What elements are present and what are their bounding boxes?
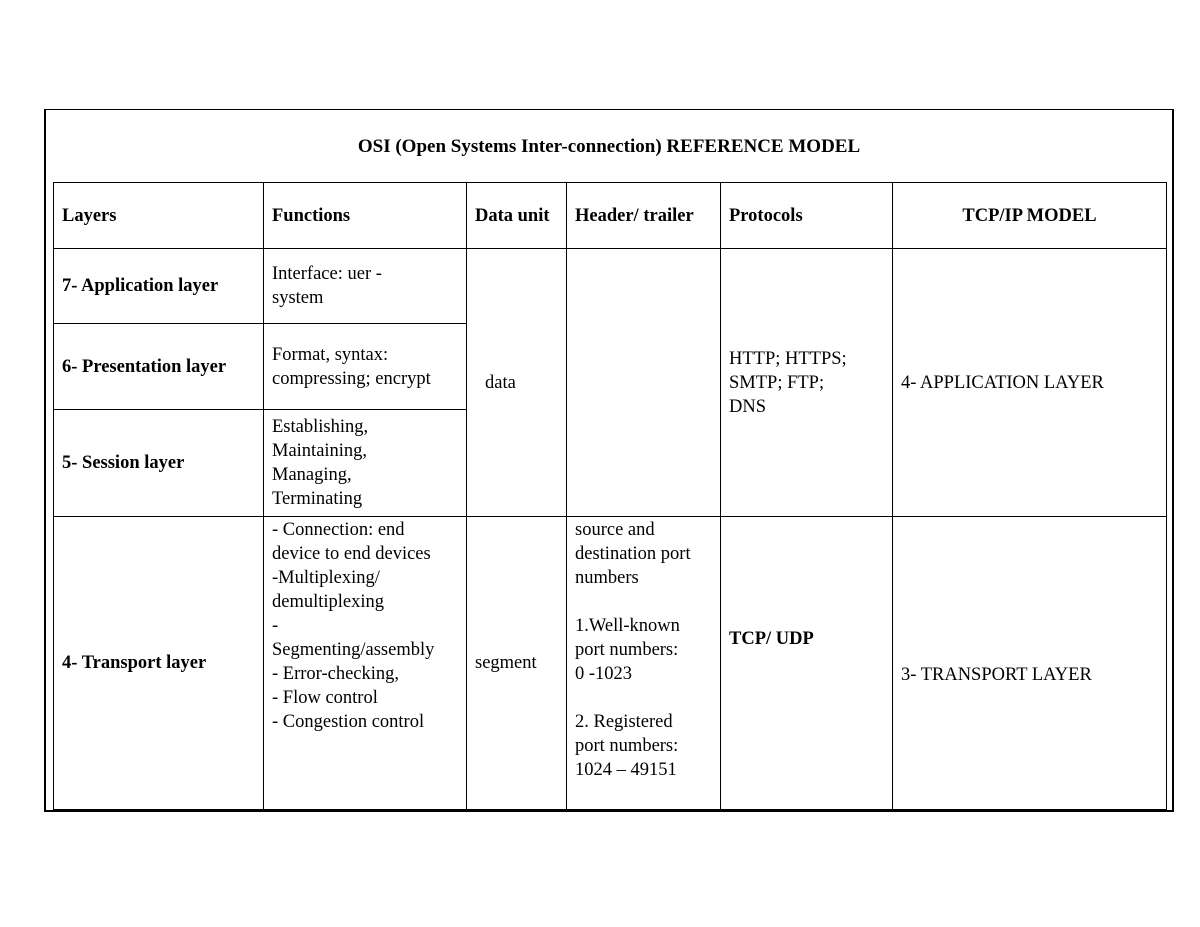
protocols-transport-text: TCP/ UDP (729, 629, 814, 649)
table-header-row (54, 183, 1167, 249)
layer-name-application: 7- Application layer (54, 249, 264, 324)
tcpip-transport-layer-text: 3- TRANSPORT LAYER (901, 665, 1092, 685)
layer-name-presentation: 6- Presentation layer (54, 324, 264, 410)
functions-session: Establishing, Maintaining, Managing, Terminating (264, 410, 467, 517)
table-row (54, 249, 1167, 324)
tcpip-transport-layer (893, 517, 1167, 810)
osi-document-frame (44, 109, 1174, 812)
header-layers: Layers (54, 183, 264, 249)
functions-transport: - Connection: end device to end devices -Multiplexing/ demultiplexing - Segmenting/assembly - Error-checking, - Flow control - Congestion control (264, 517, 467, 810)
data-unit-upper-text: data (485, 372, 516, 393)
header-data-unit: Data unit (467, 183, 567, 249)
protocols-transport (721, 517, 893, 810)
functions-presentation: Format, syntax: compressing; encrypt (264, 324, 467, 410)
header-tcpip-model: TCP/IP MODEL (893, 183, 1167, 249)
functions-application: Interface: uer - system (264, 249, 467, 324)
tcpip-application-layer (893, 249, 1167, 517)
header-functions: Functions (264, 183, 467, 249)
layer-name-transport: 4- Transport layer (54, 517, 264, 810)
data-unit-upper (467, 249, 567, 517)
tcpip-application-layer-text: 4- APPLICATION LAYER (901, 372, 1104, 393)
layer-name-session: 5- Session layer (54, 410, 264, 517)
header-protocols: Protocols (721, 183, 893, 249)
protocols-upper: HTTP; HTTPS; SMTP; FTP; DNS (721, 249, 893, 517)
header-trailer-upper (567, 249, 721, 517)
osi-reference-table (53, 182, 1167, 810)
table-row (54, 517, 1167, 810)
data-unit-transport: segment (467, 517, 567, 810)
header-header-trailer: Header/ trailer (567, 183, 721, 249)
header-trailer-transport: source and destination port numbers 1.Well-known port numbers: 0 -1023 2. Registered port numbers: 1024 – 49151 (567, 517, 721, 810)
document-title: OSI (Open Systems Inter-connection) REFERENCE MODEL (357, 136, 861, 157)
